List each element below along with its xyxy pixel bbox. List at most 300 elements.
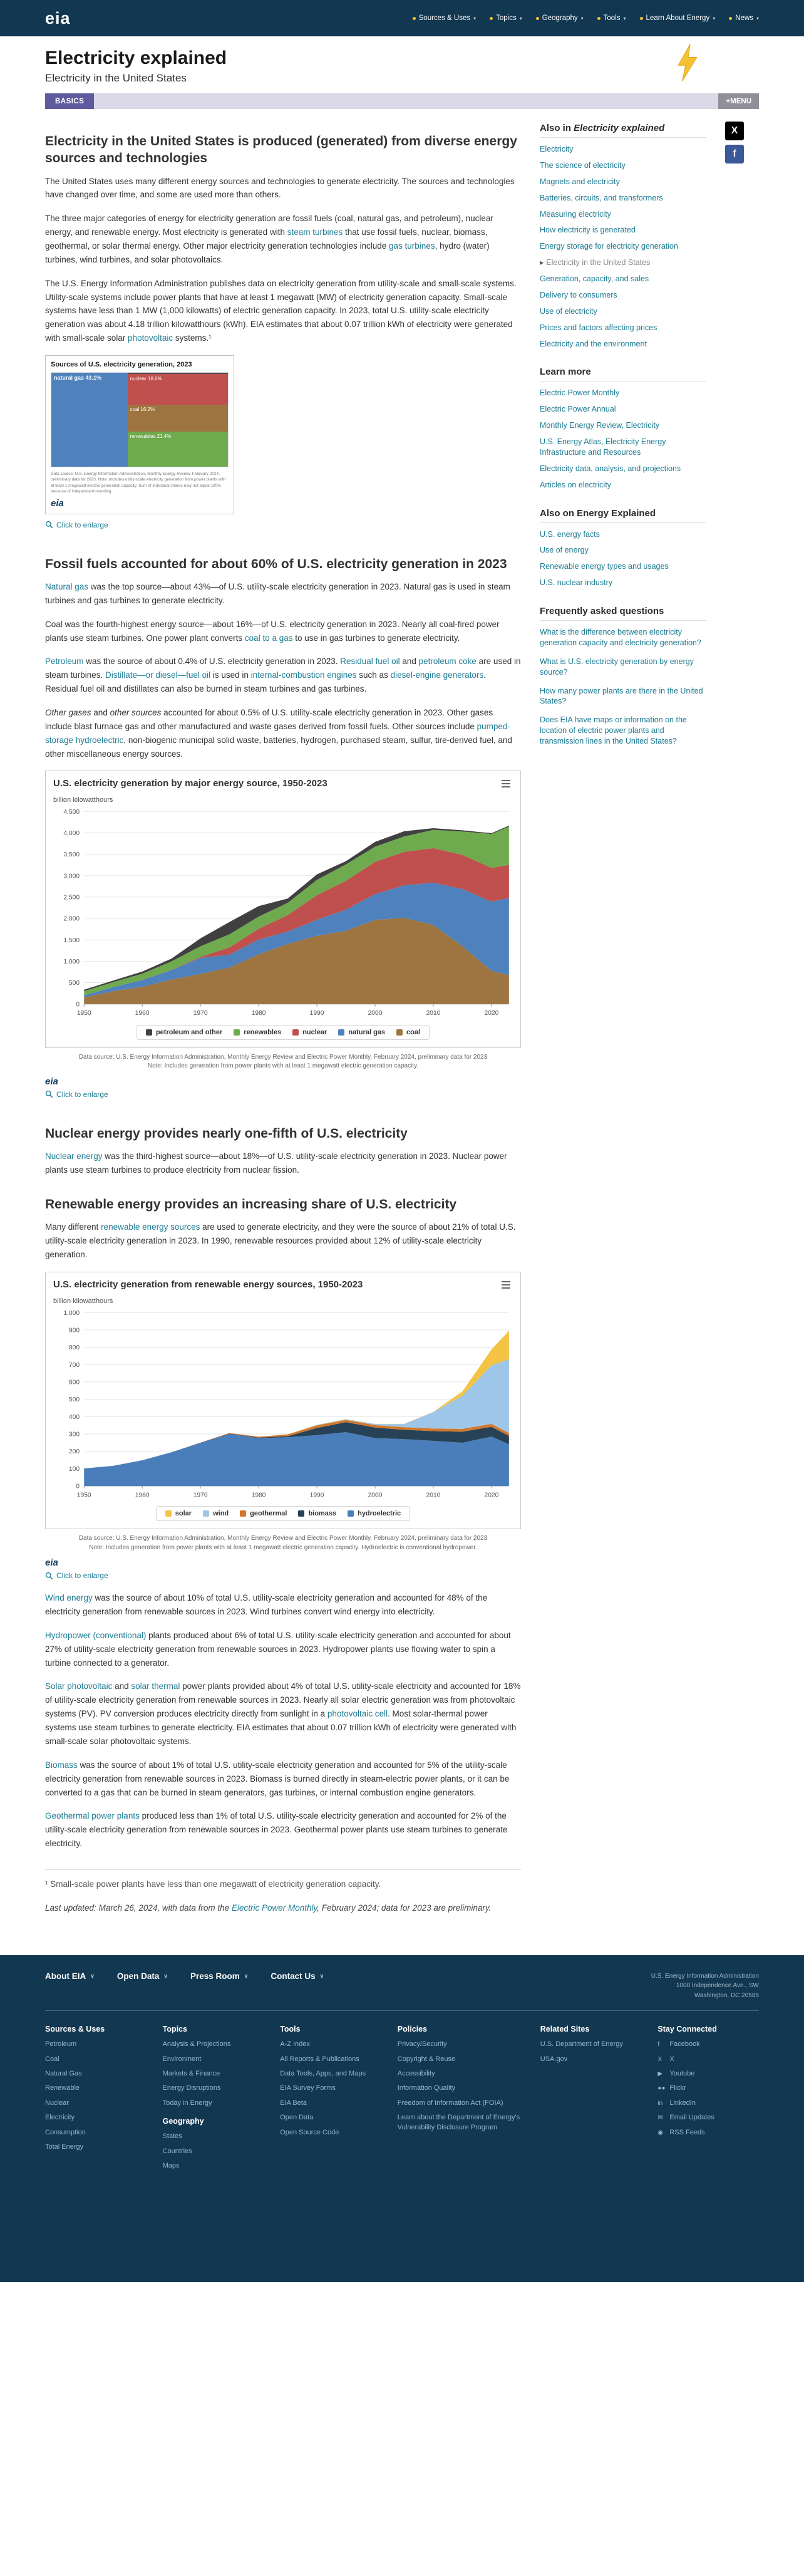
footer-links [280,2040,381,2137]
text-link[interactable]: Electric Power Monthly [231,1903,317,1913]
eia-logo[interactable]: eia [45,8,71,28]
chevron-down-icon: ∨ [244,1972,249,1979]
svg-text:500: 500 [68,980,80,987]
share-facebook-icon[interactable] [725,145,744,164]
footer-links [657,2040,759,2137]
footer-link[interactable]: Total Energy [45,2142,84,2151]
footer-link[interactable]: Petroleum [45,2040,77,2049]
text-link[interactable]: steam turbines [287,227,343,237]
sidebar-section-learn-more [540,366,706,490]
menu-button[interactable]: +MENU [718,93,759,109]
nav-bullet-icon [597,17,600,20]
footer-social-label: Youtube [669,2069,695,2077]
svg-text:2,000: 2,000 [63,916,80,923]
sidebar-link[interactable]: Use of energy [540,546,589,555]
sidebar-link[interactable]: Electricity data, analysis, and projections [540,464,681,473]
svg-text:4,000: 4,000 [63,830,80,838]
svg-text:1960: 1960 [135,1492,150,1499]
footer-social-link[interactable] [657,2040,759,2049]
sidebar-link[interactable]: ▸ Electricity in the United States [540,257,706,268]
footer-col-related [540,2025,642,2176]
chart-container-major-source [45,771,521,1047]
text-link[interactable]: Natural gas [45,582,89,592]
text-link[interactable]: gas turbines [389,241,435,251]
footer-link[interactable]: Data Tools, Apps, and Maps [280,2069,366,2077]
text-link[interactable]: Biomass [45,1760,78,1770]
nav-bullet-icon [536,17,539,20]
page-title: Electricity explained [45,48,227,68]
sidebar-link[interactable]: Electricity [540,145,574,153]
sidebar-link[interactable]: Articles on electricity [540,480,611,489]
nav-item[interactable] [640,14,716,22]
sidebar-link[interactable]: Renewable energy types and usages [540,562,669,571]
social-icon: ◉ [657,2129,664,2136]
nav-item[interactable] [413,14,476,22]
stacked-area-chart-major-source [53,806,513,1018]
faq-link[interactable]: How many power plants are there in the United States? [540,686,703,706]
nav-item-label: Topics [496,14,517,22]
footer-social-label: Email Updates [669,2114,714,2122]
chart-legend [137,1025,430,1040]
footer-link[interactable]: EIA Beta [280,2099,307,2107]
sources-treemap-chart [51,372,229,467]
paragraph-biomass: Biomass was the source of about 1% of total U.S. utility-scale electricity generation and accounted for 5% of the utility-scale electricity generation from renewable sources in 2023. Biomass is burned directly in steam-electric power plants, or it can be converted to a gas that can be burned in steam generators, gas turbines, or internal combustion engine generators. [45,1760,510,1797]
legend-item[interactable]: wind [203,1510,229,1517]
paragraph-solar: Solar photovoltaic and solar thermal power plants provided about 4% of total U.S. utility-scale electricity and accounted for 18% of utility-scale electricity generation from renewable sources in 2023. Nearly all solar electric generation was from photovoltaic systems (PV). PV conversion produces electricity directly from sunlight in a photovoltaic cell. Most solar-thermal power systems use steam turbines to generate electricity. EIA estimates that about 0.07 trillion kWh of electricity were generated with small-scale solar photovoltaic systems. [45,1681,521,1746]
footnote-divider [45,1869,521,1870]
footer-social-label: LinkedIn [669,2099,696,2107]
legend-swatch-icon [146,1029,152,1036]
paragraph: Coal was the fourth-highest energy source—about 16%—of U.S. electricity generation in 2023. Nearly all coal-fired power plants use steam turbines. One power plant converts coal to a gas to use in gas turbines to generate electricity. [45,619,500,643]
svg-text:300: 300 [68,1431,80,1438]
footer-link[interactable]: Today in Energy [162,2099,212,2107]
treemap-block: renewables 21.4% [128,432,228,467]
legend-item[interactable]: hydroelectric [348,1510,401,1517]
chart-menu-icon[interactable] [499,1279,513,1291]
magnifier-icon [45,521,53,529]
footer-nav-item[interactable] [271,1971,324,1981]
main-nav [413,14,759,22]
section-heading-renewables: Renewable energy provides an increasing share of U.S. electricity [45,1197,457,1212]
svg-text:2010: 2010 [426,1492,441,1499]
page-header [45,36,759,109]
footer-links [45,2040,147,2152]
svg-text:1950: 1950 [76,1492,91,1499]
footer-links [398,2040,524,2132]
footer-social-label: Flickr [669,2084,686,2092]
svg-text:1,000: 1,000 [63,1309,80,1317]
address-line: 1000 Independence Ave., SW [676,1982,759,1990]
sidebar-links [540,388,706,490]
enlarge-link[interactable] [45,1090,521,1099]
svg-text:200: 200 [68,1448,80,1455]
footer-link[interactable]: Natural Gas [45,2069,82,2077]
sidebar-link[interactable]: Electric Power Monthly [540,388,620,398]
chart-legend [156,1506,410,1521]
faq-link[interactable]: Does EIA have maps or information on the location of electric power plants and transmission lines in the United States? [540,715,687,745]
svg-text:3,000: 3,000 [63,873,80,880]
chevron-down-icon: ▾ [713,15,716,21]
legend-swatch-icon [292,1029,299,1036]
footer-nav-label: Contact Us [271,1971,316,1981]
text-link[interactable]: solar thermal [131,1681,180,1691]
enlarge-link[interactable] [45,1571,521,1580]
footer-link[interactable]: Markets & Finance [162,2069,220,2077]
svg-text:600: 600 [68,1379,80,1386]
nav-item[interactable] [490,14,522,22]
paragraph: The three major categories of energy for electricity generation are fossil fuels (coal, natural gas, and petroleum), nuclear energy, and renewable energy. Most electricity is generated with steam turbines that use fossil fuels, nuclear, biomass, geothermal, or solar thermal energy. Other major electricity generation technologies include gas turbines, hydro (water) turbines, wind turbines, and solar photovoltaics. [45,214,493,264]
chart-title: U.S. electricity generation from renewable energy sources, 1950-2023 [53,1279,363,1290]
svg-text:400: 400 [68,1413,80,1421]
sidebar-link[interactable]: Delivery to consumers [540,290,617,299]
sidebar-link[interactable]: Magnets and electricity [540,177,620,186]
text-link[interactable]: Wind energy [45,1593,93,1603]
share-x-icon[interactable] [725,122,744,140]
paragraph: Petroleum was the source of about 0.4% of U.S. electricity generation in 2023. Residual fuel oil and petroleum coke are used in steam turbines. Distillate—or diesel—fuel oil is used in internal-combustion engines such as diesel-engine generators. Residual fuel oil and distillates can also be burned in steam turbines and gas turbines. [45,657,521,694]
eia-watermark: eia [45,1557,58,1569]
footer-nav-item[interactable] [117,1971,168,1981]
text-link[interactable]: internal-combustion engines [250,670,357,680]
sidebar-link[interactable]: Measuring electricity [540,209,611,219]
paragraph: The U.S. Energy Information Administration publishes data on electricity generation from utility-scale and small-scale systems. Utility-scale systems include power plants that have at least 1 megawatt (MW) of electricity generation capacity. Small-scale systems have less than 1 MW (1,000 kilowatts) of electric generation capacity. In 2023, total U.S. utility-scale electricity generation was about 4.18 trillion kilowatthours (kWh). EIA estimates that about 0.07 trillion kWh of electricity were generated with small-scale solar photovoltaic systems.¹ [45,278,517,343]
social-icon: ●● [657,2085,666,2092]
text-link[interactable]: Solar photovoltaic [45,1681,113,1691]
chevron-down-icon: ∨ [90,1972,95,1979]
footer-link[interactable]: Open Source Code [280,2128,339,2136]
sidebar-link[interactable]: Monthly Energy Review, Electricity [540,421,660,430]
sidebar-links [540,144,706,349]
footer-heading: Geography [162,2117,204,2126]
sidebar-link[interactable]: U.S. nuclear industry [540,578,613,588]
site-header [0,0,804,36]
legend-swatch-icon [298,1510,304,1517]
footer-col-policies [398,2025,524,2176]
footer-social-label: Facebook [669,2040,700,2049]
infographic-source-note: Data source: U.S. Energy Information Administration, Monthly Energy Review, February 2024, preliminary data for 2023. Note: Includes utility-scale electricity generation from power plants with at least 1 megawatt electric generation capacity. Sum of individual shares may not equal 100% because of independent rounding. [51,472,226,494]
footer-social-label: RSS Feeds [669,2128,705,2136]
social-icon: in [657,2099,663,2107]
lightning-icon [676,43,699,83]
footer-link[interactable]: Privacy/Security [397,2040,447,2049]
facebook-glyph: f [733,148,736,159]
sidebar-link[interactable]: Energy storage for electricity generation [540,242,678,251]
svg-text:4,500: 4,500 [63,809,80,816]
svg-text:2020: 2020 [484,1010,499,1017]
faq-links [540,627,706,747]
chart-source-note: Data source: U.S. Energy Information Administration, Monthly Energy Review and Electric Power Monthly, February 2024, preliminary data for 2023 [78,1053,488,1061]
site-footer [0,1955,804,2283]
svg-text:2020: 2020 [484,1492,499,1499]
svg-text:500: 500 [68,1396,80,1403]
eia-watermark: eia [51,497,64,509]
footer-heading: Sources & Uses [45,2025,105,2034]
footer-links [540,2040,642,2064]
nav-bullet-icon [413,17,416,20]
text-link[interactable]: Nuclear energy [45,1151,103,1161]
sidebar [540,114,706,1925]
sidebar-heading: Frequently asked questions [540,606,706,621]
svg-text:1,000: 1,000 [63,958,80,966]
footer-links [163,2132,264,2171]
svg-text:1990: 1990 [309,1010,324,1017]
footer-col-stay-connected [657,2025,759,2176]
footer-link[interactable]: Freedom of Information Act (FOIA) [397,2099,503,2107]
faq-link[interactable]: What is U.S. electricity generation by energy source? [540,657,694,677]
sidebar-link[interactable]: U.S. Energy Atlas, Electricity Energy Infrastructure and Resources [540,437,666,457]
legend-swatch-icon [165,1510,172,1517]
treemap-block: coal 16.2% [128,405,228,432]
footer-social-link[interactable] [657,2113,759,2122]
footer-top [45,1971,759,2012]
chart-note: Note: Includes generation from power plants with at least 1 megawatt electric generation capacity. Hydroelectric is conventional hydropower. [89,1544,477,1551]
sidebar-section-also-on [540,508,706,589]
chevron-down-icon: ▾ [519,15,522,21]
paragraph-geothermal: Geothermal power plants produced less than 1% of total U.S. utility-scale electricity generation and accounted for 2% of the utility-scale electricity generation from renewable sources in 2023. Geothermal power plants use steam turbines to generate electricity. [45,1811,508,1849]
legend-item[interactable]: biomass [298,1510,336,1517]
nav-item[interactable] [536,14,584,22]
address-line: U.S. Energy Information Administration [651,1972,759,1980]
svg-text:1980: 1980 [251,1010,266,1017]
footnote: ¹ Small-scale power plants have less than one megawatt of electricity generation capacity. [45,1879,381,1889]
footer-link[interactable]: Energy Disruptions [162,2084,221,2092]
svg-text:3,500: 3,500 [63,851,80,859]
footer-link[interactable]: U.S. Department of Energy [540,2040,623,2049]
text-link[interactable]: Geothermal power plants [45,1811,140,1821]
text-link[interactable]: diesel-engine generators [390,670,484,680]
chevron-down-icon: ▾ [473,15,477,21]
chart-title: U.S. electricity generation by major energy source, 1950-2023 [53,778,327,789]
svg-text:2,500: 2,500 [63,894,80,901]
agency-address [651,1971,759,2001]
chevron-down-icon: ▾ [580,15,584,21]
enlarge-label: Click to enlarge [56,1571,108,1581]
social-icon: ▶ [657,2070,663,2077]
magnifier-icon [45,1572,53,1580]
svg-text:1990: 1990 [309,1492,324,1499]
footer-link[interactable]: Information Quality [397,2084,456,2092]
footer-link[interactable]: All Reports & Publications [280,2055,359,2063]
svg-text:900: 900 [68,1327,80,1334]
enlarge-label: Click to enlarge [56,520,108,529]
footer-social-label: X [669,2055,674,2063]
footer-link[interactable]: Renewable [45,2084,80,2092]
legend-item[interactable]: coal [396,1029,420,1036]
text-link[interactable]: Petroleum [45,657,84,667]
sidebar-link[interactable]: How electricity is generated [540,226,636,235]
nav-item[interactable] [729,14,759,22]
social-rail [725,114,746,1925]
chart-source-note: Data source: U.S. Energy Information Administration, Monthly Energy Review and Electric Power Monthly, February 2024, preliminary data for 2023 [78,1535,488,1542]
legend-swatch-icon [234,1029,240,1036]
chevron-down-icon: ▾ [756,15,759,21]
svg-text:1950: 1950 [76,1010,91,1017]
text-link[interactable]: petroleum coke [418,657,477,667]
footer-link[interactable]: Learn about the Department of Energy's Vulnerability Disclosure Program [397,2114,520,2131]
svg-text:0: 0 [76,1001,80,1009]
svg-text:1970: 1970 [193,1492,208,1499]
svg-text:100: 100 [68,1465,80,1473]
legend-swatch-icon [396,1029,403,1036]
footer-link[interactable]: Accessibility [397,2069,435,2077]
section-heading-nuclear: Nuclear energy provides nearly one-fifth of U.S. electricity [45,1126,408,1141]
basics-tab[interactable]: BASICS [45,93,94,109]
paragraph: Natural gas was the top source—about 43%—of U.S. utility-scale electricity generation in 2023. Natural gas is used in steam turbines and gas turbines to generate electricity. [45,582,510,605]
svg-text:1,500: 1,500 [63,937,80,945]
svg-text:800: 800 [68,1344,80,1351]
svg-text:1980: 1980 [251,1492,266,1499]
sidebar-links [540,529,706,589]
chart-y-axis-label: billion kilowatthours [53,1297,113,1305]
footer-heading: Policies [397,2025,428,2034]
stacked-area-chart-renewables [53,1307,513,1500]
text-link[interactable]: pumped-storage hydroelectric [45,721,510,745]
section-heading-fossil: Fossil fuels accounted for about 60% of U.S. electricity generation in 2023 [45,556,507,571]
text-link[interactable]: photovoltaic cell [327,1709,388,1719]
enlarge-label: Click to enlarge [56,1089,108,1099]
text-link[interactable]: Residual fuel oil [340,657,400,667]
magnifier-icon [45,1090,53,1098]
text-link[interactable]: photovoltaic [128,333,173,343]
legend-item[interactable]: petroleum and other [146,1029,222,1036]
footer-social-link[interactable] [657,2099,759,2108]
address-line: Washington, DC 20585 [694,1992,759,1999]
footer-social-link[interactable] [657,2128,759,2137]
paragraph: Nuclear energy was the third-highest source—about 18%—of U.S. utility-scale electricity generation in 2023. Nuclear power plants use steam turbines to produce electricity from nuclear fission. [45,1151,507,1175]
sidebar-link[interactable]: The science of electricity [540,160,626,170]
eia-watermark: eia [45,1076,58,1087]
sidebar-heading: Learn more [540,366,706,382]
svg-text:2010: 2010 [426,1010,441,1017]
legend-item[interactable]: natural gas [338,1029,385,1036]
page-subtitle: Electricity in the United States [45,72,187,84]
treemap-block: natural gas 43.1% [51,373,128,467]
footer-link[interactable]: A-Z Index [280,2040,310,2049]
footer-top-links [45,1971,324,1981]
footer-link[interactable]: Maps [162,2161,180,2169]
text-link[interactable]: coal to a gas [244,633,293,643]
infographic-title: Sources of U.S. electricity generation, 2023 [51,361,192,369]
footer-social-link[interactable] [657,2069,759,2079]
footer-social-link[interactable] [657,2084,759,2093]
last-updated: Last updated: March 26, 2024, with data from the Electric Power Monthly, February 2024; data for 2023 are preliminary. [45,1903,492,1913]
footer-columns [45,2011,759,2176]
footer-link[interactable]: Nuclear [45,2099,69,2107]
sidebar-section-also-in [540,123,706,349]
footer-col-topics [163,2025,264,2176]
footer-link[interactable]: Environment [162,2055,202,2063]
paragraph-hydro: Hydropower (conventional) plants produced about 6% of total U.S. utility-scale electricity generation and accounted for about 27% of utility-scale electricity generation from renewable sources in 2023. Hydropower plants use flowing water to spin a turbine connected to a generator. [45,1630,511,1668]
sidebar-link[interactable]: Batteries, circuits, and transformers [540,193,663,202]
footer-heading: Related Sites [540,2025,590,2034]
paragraph: Many different renewable energy sources are used to generate electricity, and they were the source of about 21% of total U.S. utility-scale electricity generation in 2023. In 1990, renewable resources provided about 12% of utility-scale electricity generation. [45,1222,516,1259]
sidebar-link[interactable]: Electricity and the environment [540,339,647,348]
sidebar-link[interactable]: Generation, capacity, and sales [540,274,649,283]
social-icon: X [657,2055,662,2063]
legend-item[interactable]: geothermal [240,1510,287,1517]
social-icon: ✉ [657,2114,663,2122]
footer-nav-item[interactable] [45,1971,95,1981]
text-link[interactable]: Hydropower (conventional) [45,1630,147,1640]
footer-link[interactable]: Consumption [45,2128,86,2136]
footer-link[interactable]: EIA Survey Forms [280,2084,336,2092]
chevron-down-icon: ▾ [623,15,626,21]
basics-bar [45,93,759,109]
nav-bullet-icon [490,17,493,20]
sidebar-link[interactable]: U.S. energy facts [540,529,600,539]
footer-link[interactable]: Analysis & Projections [162,2040,231,2049]
chart-container-renewables [45,1272,521,1530]
svg-text:2000: 2000 [368,1492,383,1499]
nav-item-label: Tools [603,14,621,22]
footer-nav-label: Press Room [190,1971,240,1981]
article-column [45,114,521,1925]
nav-item-label: Geography [542,14,578,22]
chart-note: Note: Includes generation from power plants with at least 1 megawatt electric generation capacity. [147,1062,419,1070]
legend-item[interactable]: nuclear [292,1029,327,1036]
paragraph: Other gases and other sources accounted for about 0.5% of U.S. utility-scale electricity generation in 2023. Other gases include blast furnace gas and other manufactured and waste gases derived from fossil fuels. Other sources include pumped-storage hydroelectric, non-biogenic municipal solid waste, batteries, hydrogen, purchased steam, sulfur, tire-derived fuel, and other miscellaneous energy sources. [45,708,512,759]
chart-menu-icon[interactable] [499,777,513,790]
x-glyph: X [731,125,738,136]
footer-link[interactable]: Copyright & Reuse [397,2055,456,2063]
sidebar-heading: Also in Electricity explained [540,123,706,138]
footer-heading: Stay Connected [657,2025,717,2034]
footer-col-tools [280,2025,381,2176]
footer-link[interactable]: Electricity [45,2114,75,2122]
svg-text:1970: 1970 [193,1010,208,1017]
legend-item[interactable]: renewables [234,1029,281,1036]
footer-link[interactable]: Countries [162,2147,192,2155]
footer-heading: Topics [162,2025,187,2034]
text-link[interactable]: Distillate—or diesel—fuel oil [105,670,211,680]
footer-link[interactable]: Coal [45,2055,59,2063]
footer-links [163,2040,264,2108]
nav-item[interactable] [597,14,626,22]
sidebar-link[interactable]: Electric Power Annual [540,405,616,414]
svg-text:1960: 1960 [135,1010,150,1017]
footer-col-sources [45,2025,147,2176]
footer-nav-label: About EIA [45,1971,86,1981]
svg-text:0: 0 [76,1483,80,1490]
faq-link[interactable]: What is the difference between electricity generation capacity and electricity generation? [540,628,701,647]
text-link[interactable]: renewable energy sources [101,1222,200,1232]
legend-item[interactable]: solar [165,1510,192,1517]
nav-item-label: Learn About Energy [646,14,710,22]
footer-link[interactable]: States [162,2132,182,2141]
nav-bullet-icon [729,17,732,20]
footer-link[interactable]: Open Data [280,2114,314,2122]
legend-swatch-icon [338,1029,344,1036]
sidebar-section-faq [540,606,706,747]
footer-link[interactable]: USA.gov [540,2055,568,2063]
legend-swatch-icon [240,1510,246,1517]
footer-social-link[interactable] [657,2055,759,2064]
nav-item-label: News [735,14,753,22]
legend-swatch-icon [348,1510,354,1517]
paragraph: The United States uses many different energy sources and technologies to generate electricity. The sources and technologies have changed over time, and some are used more than others. [45,176,515,200]
svg-text:700: 700 [68,1361,80,1369]
nav-bullet-icon [640,17,643,20]
sidebar-link[interactable]: Use of electricity [540,306,597,316]
enlarge-link[interactable] [45,521,108,529]
social-icon: f [657,2041,660,2049]
sidebar-link[interactable]: Prices and factors affecting prices [540,323,657,332]
sidebar-heading: Also on Energy Explained [540,508,706,523]
paragraph-wind: Wind energy was the source of about 10% of total U.S. utility-scale electricity generation and accounted for 48% of the electricity generation from renewable sources in 2023. Wind turbines convert wind energy into electricity. [45,1593,488,1617]
footer-nav-label: Open Data [116,1971,160,1981]
footer-nav-item[interactable] [190,1971,248,1981]
chevron-down-icon: ∨ [319,1972,324,1979]
sources-infographic[interactable] [45,355,234,514]
